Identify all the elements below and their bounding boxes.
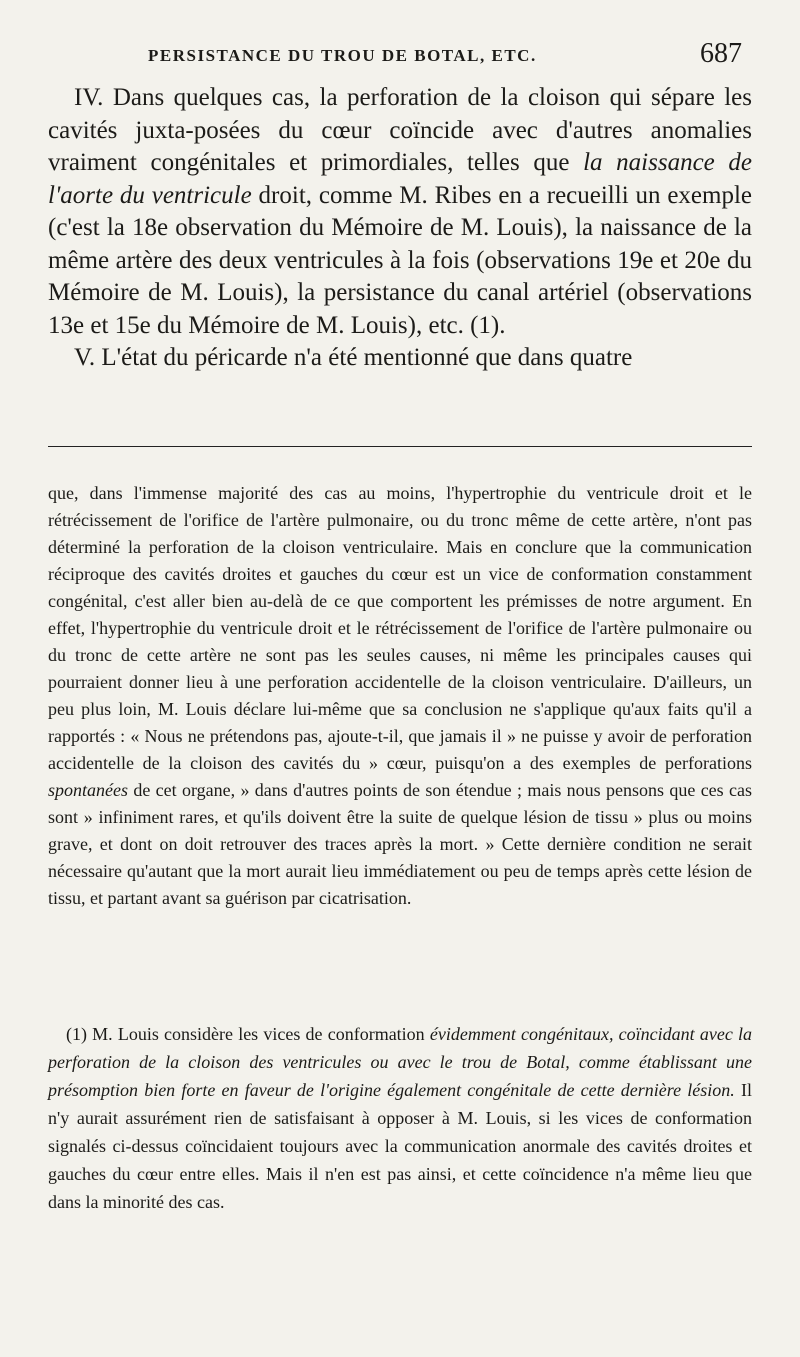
paragraph-v: V. L'état du péricarde n'a été mentionné que dans quatre xyxy=(74,344,633,371)
page-header xyxy=(48,36,752,76)
paragraph-iv xyxy=(48,82,752,342)
footnote-separator xyxy=(48,446,752,447)
footnote-1-italic: évidemment congénitaux, coïncidant avec la perforation de la cloison des ventricules ou avec le trou de Botal, comme établissant une présomption bien forte en faveur de l'origine également congénitale de cette dernière lésion. xyxy=(48,1024,752,1100)
footnote-1-text-b: Il n'y aurait assurément rien de satisfaisant à opposer à M. Louis, si les vices de conformation signalés ci-dessus coïncidaient toujours avec la communication anormale des cavités droites et gauches du cœur entre elles. Mais il n'en est pas ainsi, et cette coïncidence n'a même lieu que dans la minorité des cas. xyxy=(48,1080,752,1212)
footnote-continuation-text-2: de cet organe, » dans d'autres points de son étendue ; mais nous pensons que ces cas sont » infiniment rares, et qu'ils doivent être la suite de quelque lésion de tissu » plus ou moins grave, et dont on doit retrouver des traces après la mort. » Cette dernière condition ne serait nécessaire qu'autant que la mort aurait lieu immédiatement ou peu de temps après cette lésion de tissu, et partant avant sa guérison par cicatrisation. xyxy=(48,780,752,908)
footnote-continuation-text-1: que, dans l'immense majorité des cas au moins, l'hypertrophie du ventricule droit et le rétrécissement de l'orifice de l'artère pulmonaire, ou du tronc même de cette artère, n'ont pas déterminé la perforation de la cloison ventriculaire. Mais en conclure que la communication réciproque des cavités droites et gauches du cœur est un vice de conformation constamment congénital, c'est aller bien au-delà de ce que comportent les prémisses de notre argument. En effet, l'hypertrophie du ventricule droit et le rétrécissement de l'orifice de l'artère pulmonaire ou du tronc de cette artère ne sont pas les seules causes, ni même les principales causes qui pourraient donner lieu à une perforation accidentelle de la cloison ventriculaire. D'ailleurs, un peu plus loin, M. Louis déclare lui-même que sa conclusion ne s'applique qu'aux faits qu'il a rapportés : « Nous ne prétendons pas, ajoute-t-il, que jamais il » ne puisse y avoir de perforation accidentelle de la cloison des cavités du » cœur, puisqu'on a des exemples de perforations xyxy=(48,483,752,773)
running-title: PERSISTANCE DU TROU DE BOTAL, ETC. xyxy=(148,46,537,65)
footnote-continuation-italic: spontanées xyxy=(48,780,128,800)
page-number: 687 xyxy=(700,38,742,69)
footnote-continuation xyxy=(48,480,752,912)
footnote-1-text-a: (1) M. Louis considère les vices de conformation xyxy=(66,1024,430,1044)
paragraph-iv-text-1: IV. Dans quelques cas, la perforation de la cloison qui sépare les cavités juxta-posées du cœur coïncide avec d'autres anomalies vraiment congénitales et primordiales, telles que xyxy=(48,84,752,176)
footnote-1-text xyxy=(48,1020,752,1216)
footnote-continuation-text xyxy=(48,480,752,912)
main-text xyxy=(48,82,752,375)
paragraph-iv-text-2: droit, comme M. Ribes en a recueilli un exemple (c'est la 18e observation du Mémoire de M. Louis), la naissance de la même artère des deux ventricules à la fois (observations 19e et 20e du Mémoire de M. Louis), la persistance du canal artériel (observations 13e et 15e du Mémoire de M. Louis), etc. (1). xyxy=(48,181,753,339)
paragraph-iv-italic: la naissance de l'aorte du ventricule xyxy=(48,149,752,209)
footnote-1 xyxy=(48,1020,752,1216)
